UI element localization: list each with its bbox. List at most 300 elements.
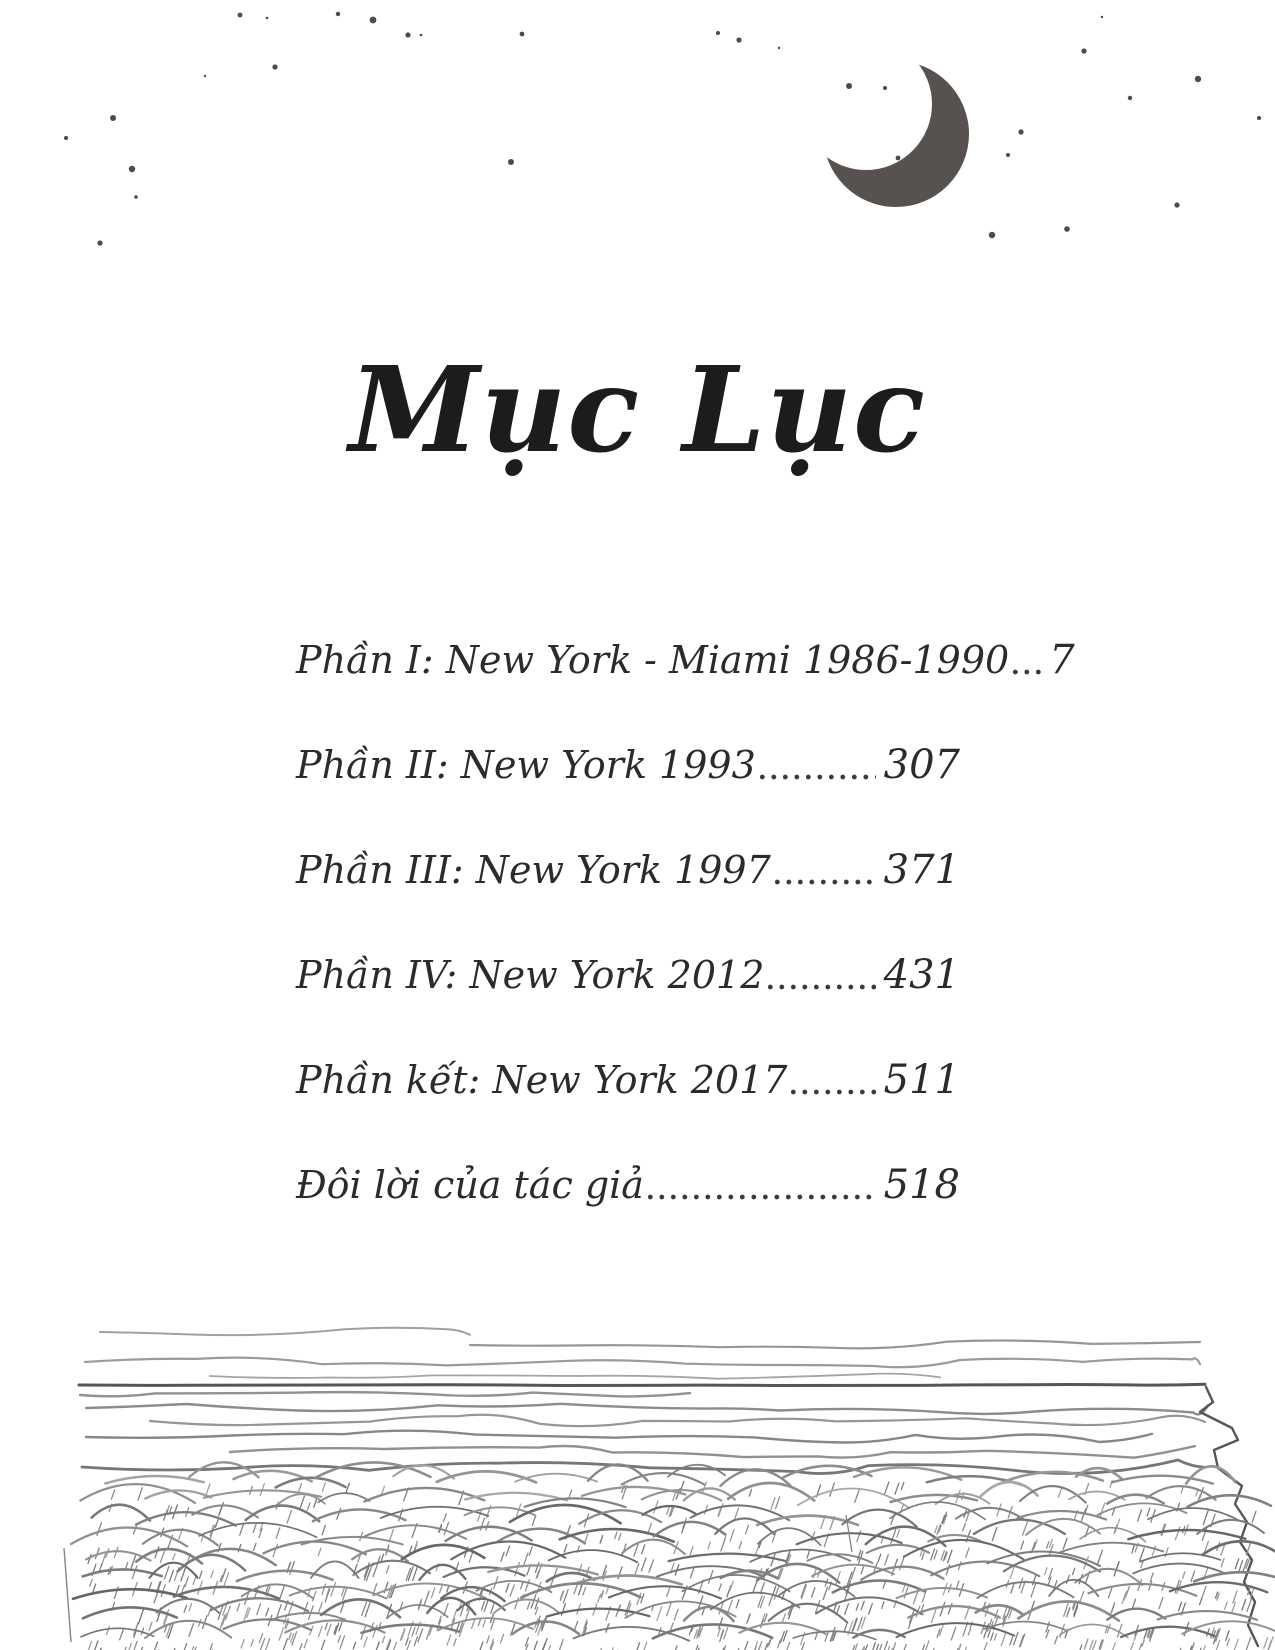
wave-hatch (622, 1485, 625, 1493)
wave-hatch (506, 1584, 509, 1593)
wave-hatch (1144, 1630, 1147, 1638)
wave-hatch (1225, 1602, 1228, 1609)
toc-entry-page-number: 511 (883, 1057, 960, 1103)
wave-hatch (418, 1629, 423, 1642)
wave-hatch (546, 1646, 551, 1650)
wave-hatch (165, 1566, 169, 1579)
wave-hatch (131, 1556, 135, 1568)
wave-hatch (634, 1545, 638, 1556)
wave-hatch (1252, 1511, 1256, 1522)
wave-crest (174, 1587, 279, 1599)
toc-entry-page-number: 431 (883, 952, 960, 998)
wave-hatch (532, 1516, 536, 1526)
wave-crest (1186, 1466, 1235, 1483)
wave-hatch (93, 1584, 96, 1592)
wave-hatch (134, 1623, 138, 1635)
wave-hatch (1234, 1640, 1238, 1650)
toc-entry-page-number: 518 (883, 1162, 960, 1208)
star-icon (1257, 116, 1261, 120)
wave-hatch (897, 1530, 900, 1537)
wave-hatch (1264, 1638, 1268, 1648)
wave-crest (510, 1505, 621, 1523)
wave-hatch (895, 1483, 899, 1494)
wave-crest (145, 1621, 231, 1638)
ocean-waves-illustration (0, 1290, 1275, 1650)
wave-hatch (265, 1639, 270, 1650)
wave-hatch (414, 1637, 417, 1646)
wave-hatch (491, 1604, 494, 1613)
wave-crest (1203, 1541, 1275, 1554)
star-icon (1128, 96, 1132, 100)
star-icon (238, 13, 243, 18)
wave-hatch (138, 1488, 142, 1500)
wave-crest (622, 1473, 705, 1485)
wave-hatch (672, 1646, 677, 1650)
wave-hatch (782, 1614, 785, 1622)
wave-hatch (1147, 1508, 1150, 1516)
wave-hatch (400, 1629, 404, 1641)
wave-hatch (251, 1640, 253, 1647)
wave-hatch (746, 1525, 749, 1534)
wave-hatch (642, 1642, 647, 1650)
wave-hatch (353, 1642, 355, 1649)
wave-hatch (482, 1602, 485, 1610)
wave-hatch (134, 1525, 137, 1534)
wave-crest (897, 1588, 988, 1598)
wave-hatch (185, 1577, 188, 1587)
toc-entry-label: Phần I: New York - Miami 1986-1990 (296, 638, 1010, 682)
wave-crest (318, 1493, 369, 1502)
toc-entry-label: Phần III: New York 1997 (296, 848, 771, 892)
wave-crest (728, 1483, 814, 1501)
wave-hatch (444, 1523, 448, 1535)
wave-hatch (460, 1608, 463, 1616)
wave-hatch (778, 1640, 781, 1648)
wave-hatch (1221, 1559, 1224, 1567)
wave-hatch (87, 1642, 92, 1650)
wave-crest (92, 1505, 150, 1521)
wave-hatch (169, 1570, 173, 1582)
wave-hatch (992, 1528, 997, 1541)
wave-hatch (1073, 1568, 1075, 1574)
wave-hatch (1159, 1598, 1163, 1609)
wave-hatch (755, 1543, 760, 1556)
wave-hatch (720, 1630, 724, 1641)
wave-hatch (730, 1530, 734, 1542)
wave-hatch (925, 1641, 929, 1650)
wave-hatch (527, 1602, 529, 1609)
wave-hatch (564, 1545, 567, 1552)
wave-hatch (325, 1589, 330, 1602)
wave-crest (891, 1495, 978, 1502)
water-streak (230, 1446, 1195, 1458)
wave-hatch (184, 1644, 187, 1650)
star-icon (266, 17, 269, 20)
wave-hatch (1112, 1643, 1116, 1650)
wave-hatch (574, 1585, 577, 1594)
wave-hatch (1232, 1602, 1236, 1612)
star-icon (134, 195, 138, 199)
wave-hatch (983, 1642, 987, 1650)
wave-hatch (387, 1566, 389, 1573)
wave-hatch (318, 1627, 322, 1637)
wave-hatch (845, 1604, 849, 1615)
star-icon (405, 32, 410, 37)
wave-hatch (844, 1624, 847, 1632)
wave-hatch (869, 1604, 873, 1614)
wave-hatch (904, 1645, 906, 1650)
wave-hatch (215, 1520, 218, 1528)
wave-hatch (133, 1641, 137, 1650)
wave-hatch (736, 1600, 739, 1608)
wave-hatch (761, 1583, 765, 1594)
wave-hatch (322, 1483, 325, 1491)
wave-crest (1060, 1543, 1163, 1553)
wave-hatch (276, 1528, 280, 1539)
table-of-contents (296, 635, 1075, 1275)
water-streak (470, 1341, 1200, 1349)
wave-crest (715, 1518, 774, 1534)
wave-hatch (1196, 1490, 1198, 1496)
toc-entry-page-number: 371 (883, 847, 960, 893)
wave-hatch (322, 1584, 326, 1594)
star-icon (1195, 76, 1201, 82)
wave-hatch (254, 1543, 257, 1550)
wave-hatch (885, 1482, 889, 1494)
wave-hatch (855, 1489, 860, 1503)
wave-hatch (690, 1567, 694, 1577)
wave-hatch (637, 1643, 639, 1650)
wave-crest (931, 1562, 1039, 1577)
star-icon (896, 156, 901, 161)
wave-hatch (189, 1624, 193, 1637)
wave-hatch (208, 1644, 212, 1650)
wave-hatch (259, 1634, 262, 1643)
wave-hatch (1055, 1636, 1058, 1644)
toc-entry-page-number: 7 (1049, 637, 1075, 683)
wave-crest (1148, 1508, 1240, 1521)
wave-hatch (728, 1600, 733, 1613)
wave-hatch (154, 1642, 158, 1650)
wave-hatch (1020, 1634, 1024, 1646)
wave-hatch (287, 1511, 291, 1524)
wave-hatch (823, 1587, 827, 1600)
dot-leader (648, 1193, 876, 1201)
wave-hatch (642, 1545, 645, 1554)
wave-hatch (1200, 1598, 1203, 1605)
dot-leader (791, 1088, 875, 1096)
wave-hatch (501, 1552, 504, 1561)
wave-hatch (322, 1526, 325, 1535)
wave-hatch (902, 1585, 905, 1592)
wave-hatch (1021, 1541, 1024, 1549)
wave-crest (861, 1567, 943, 1580)
wave-hatch (719, 1584, 721, 1591)
star-icon (736, 37, 741, 42)
wave-hatch (852, 1618, 857, 1632)
toc-entry (296, 950, 960, 1000)
wave-hatch (307, 1503, 310, 1510)
wave-hatch (510, 1585, 514, 1597)
wave-crest (1128, 1530, 1245, 1539)
wave-hatch (619, 1534, 621, 1540)
wave-hatch (1179, 1602, 1182, 1611)
wave-hatch (424, 1591, 429, 1605)
wave-hatch (606, 1587, 608, 1593)
wave-crest (237, 1571, 333, 1581)
wave-hatch (1247, 1599, 1252, 1612)
wave-hatch (184, 1606, 186, 1613)
wave-hatch (871, 1643, 875, 1650)
wave-crest (807, 1554, 872, 1563)
wave-crest (609, 1586, 721, 1598)
wave-hatch (279, 1628, 283, 1640)
wave-hatch (882, 1602, 884, 1608)
star-icon (204, 75, 206, 77)
star-icon (370, 17, 377, 24)
wave-hatch (487, 1636, 490, 1643)
wave-hatch (325, 1623, 327, 1629)
star-icon (778, 47, 780, 49)
wave-hatch (1098, 1550, 1103, 1563)
wave-hatch (340, 1636, 345, 1649)
toc-entry (296, 845, 960, 895)
wave-hatch (111, 1490, 114, 1499)
star-icon (1018, 129, 1023, 134)
wave-hatch (991, 1633, 994, 1640)
wave-hatch (771, 1554, 775, 1566)
wave-hatch (1175, 1527, 1180, 1540)
star-icon (420, 34, 423, 37)
wave-hatch (583, 1587, 586, 1595)
wave-hatch (253, 1524, 256, 1532)
wave-crest (83, 1607, 177, 1618)
wave-crest (1133, 1564, 1224, 1574)
toc-entry (296, 740, 960, 790)
wave-hatch (226, 1606, 231, 1620)
wave-hatch (1132, 1599, 1135, 1608)
wave-hatch (1149, 1581, 1152, 1590)
wave-hatch (753, 1581, 757, 1593)
wave-hatch (635, 1564, 639, 1575)
wave-hatch (289, 1633, 291, 1639)
wave-hatch (237, 1604, 240, 1611)
wave-hatch (1202, 1646, 1205, 1650)
water-streak (86, 1431, 1152, 1443)
wave-crest (192, 1505, 258, 1517)
dot-leader (768, 983, 875, 991)
wave-hatch (1067, 1575, 1070, 1583)
wave-hatch (940, 1602, 945, 1616)
wave-hatch (190, 1647, 194, 1650)
wave-hatch (1226, 1631, 1229, 1641)
wave-hatch (1011, 1584, 1014, 1593)
wave-crest (1080, 1528, 1146, 1542)
wave-hatch (181, 1568, 186, 1581)
wave-crest (622, 1540, 685, 1554)
wave-hatch (200, 1571, 203, 1578)
water-streak (210, 1374, 940, 1379)
wave-hatch (1235, 1559, 1238, 1569)
wave-hatch (529, 1547, 532, 1555)
wave-hatch (339, 1622, 342, 1630)
wave-hatch (1079, 1645, 1082, 1650)
wave-hatch (1045, 1568, 1047, 1575)
dot-leader (1013, 668, 1041, 676)
dot-leader (775, 878, 876, 886)
wave-hatch (120, 1629, 124, 1639)
wave-hatch (346, 1483, 349, 1492)
wave-hatch (300, 1496, 304, 1508)
wave-hatch (318, 1548, 321, 1555)
wave-crest (642, 1490, 722, 1500)
wave-crest (573, 1627, 689, 1641)
toc-entry-label: Phần kết: New York 2017 (296, 1058, 788, 1102)
wave-hatch (506, 1546, 510, 1556)
wave-hatch (884, 1641, 888, 1650)
wave-hatch (598, 1594, 601, 1602)
wave-hatch (787, 1643, 790, 1650)
wave-hatch (1080, 1592, 1084, 1602)
star-icon (97, 240, 102, 245)
wave-hatch (812, 1588, 815, 1597)
wave-hatch (107, 1626, 110, 1634)
water-streak (86, 1404, 1208, 1415)
wave-hatch (240, 1523, 244, 1535)
wave-hatch (173, 1554, 175, 1560)
wave-hatch (885, 1555, 889, 1565)
wave-hatch (757, 1642, 761, 1650)
wave-hatch (657, 1607, 662, 1621)
wave-hatch (478, 1619, 480, 1626)
toc-entry (296, 1160, 960, 1210)
wave-hatch (994, 1634, 996, 1640)
wave-hatch (266, 1608, 269, 1616)
wave-hatch (934, 1550, 937, 1559)
star-icon (272, 64, 277, 69)
wave-hatch (600, 1536, 603, 1544)
wave-hatch (412, 1627, 415, 1636)
wave-hatch (241, 1640, 244, 1648)
wave-hatch (1019, 1578, 1023, 1588)
wave-hatch (825, 1631, 829, 1642)
wave-hatch (1142, 1640, 1144, 1646)
wave-hatch (211, 1571, 213, 1578)
star-icon (846, 83, 852, 89)
wave-hatch (480, 1518, 484, 1530)
star-icon (716, 31, 720, 35)
wave-hatch (1089, 1640, 1093, 1650)
wave-hatch (1227, 1639, 1229, 1646)
wave-crest (402, 1545, 485, 1559)
wave-hatch (951, 1627, 956, 1640)
wave-hatch (1246, 1638, 1251, 1650)
wave-crest (750, 1550, 850, 1562)
wave-hatch (878, 1554, 881, 1562)
wave-hatch (966, 1548, 969, 1557)
wave-crest (437, 1471, 536, 1482)
toc-entry (296, 1055, 960, 1105)
wave-hatch (319, 1603, 322, 1612)
wave-hatch (155, 1547, 159, 1558)
wave-crest (387, 1605, 448, 1618)
wave-hatch (1047, 1542, 1049, 1548)
wave-hatch (815, 1632, 818, 1639)
wave-hatch (1242, 1600, 1246, 1611)
crescent-moon-cutout (800, 38, 932, 170)
wave-hatch (1187, 1646, 1192, 1650)
wave-hatch (901, 1483, 904, 1490)
wave-hatch (1001, 1634, 1005, 1646)
water-streak (100, 1328, 470, 1335)
wave-crest (1158, 1611, 1257, 1620)
water-streak (150, 1415, 1205, 1426)
wave-hatch (769, 1597, 772, 1606)
wave-hatch (280, 1586, 285, 1599)
wave-hatch (739, 1542, 741, 1549)
wave-hatch (364, 1637, 367, 1647)
wave-crest (758, 1528, 821, 1545)
wave-hatch (1085, 1639, 1088, 1649)
wave-hatch (1192, 1571, 1195, 1578)
star-icon (883, 86, 887, 90)
wave-hatch (447, 1635, 451, 1645)
wave-crest (313, 1510, 405, 1522)
wave-hatch (615, 1532, 617, 1539)
star-icon (989, 232, 995, 238)
wave-hatch (855, 1644, 857, 1650)
wave-hatch (1067, 1608, 1070, 1617)
star-icon (520, 32, 525, 37)
wave-hatch (935, 1526, 937, 1533)
wave-hatch (650, 1560, 654, 1571)
wave-hatch (454, 1639, 456, 1646)
wave-crest (512, 1622, 579, 1635)
wave-hatch (381, 1554, 383, 1561)
star-icon (1006, 153, 1010, 157)
wave-hatch (673, 1494, 675, 1501)
horizon-line (79, 1384, 1205, 1385)
wave-hatch (946, 1565, 949, 1575)
wave-hatch (1063, 1538, 1067, 1549)
wave-hatch (440, 1585, 443, 1593)
wave-hatch (532, 1641, 537, 1650)
wave-hatch (292, 1632, 297, 1645)
wave-hatch (763, 1644, 767, 1650)
wave-hatch (373, 1564, 378, 1577)
wave-crest (956, 1508, 1025, 1520)
wave-hatch (161, 1550, 166, 1563)
wave-hatch (300, 1644, 302, 1650)
wave-hatch (1100, 1503, 1105, 1517)
wave-hatch (776, 1497, 780, 1509)
wave-crest (798, 1488, 910, 1508)
wave-hatch (337, 1509, 341, 1520)
wave-hatch (667, 1603, 672, 1616)
wave-hatch (1010, 1635, 1014, 1645)
wave-hatch (327, 1624, 331, 1635)
wave-hatch (616, 1607, 619, 1616)
wave-hatch (1138, 1644, 1141, 1650)
wave-hatch (90, 1580, 92, 1587)
wave-crest (974, 1520, 1065, 1534)
wave-hatch (480, 1642, 483, 1650)
night-sky-illustration (0, 0, 1275, 280)
wave-hatch (1031, 1583, 1036, 1597)
wave-hatch (97, 1523, 101, 1536)
wave-crest (83, 1569, 162, 1576)
wave-hatch (641, 1558, 646, 1571)
